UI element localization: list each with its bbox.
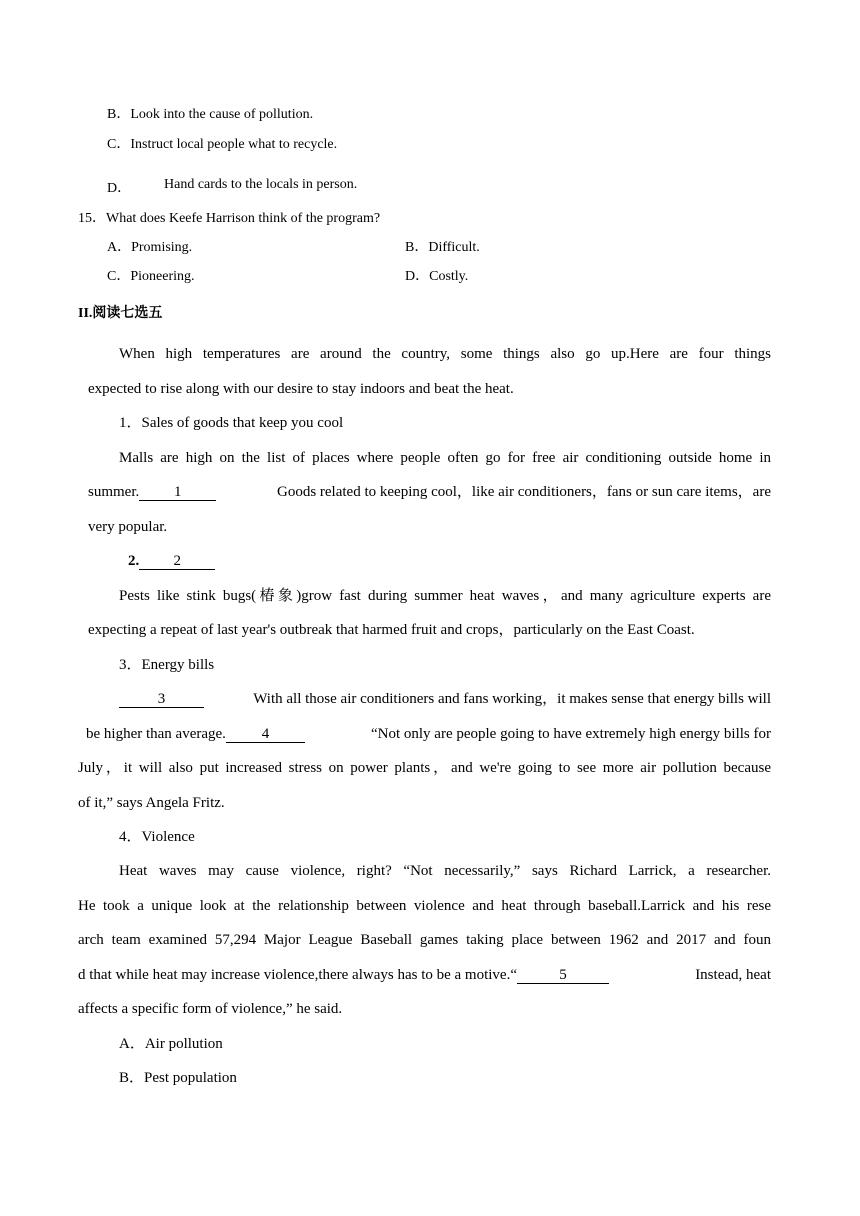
p1-line-1: Malls are high on the list of places where people often go for free air conditioning outside home in <box>119 450 771 466</box>
section-title: II.阅读七选五 <box>78 306 163 321</box>
p3-line-3: July，it will also put increased stress on power plants，and we're going to see more air pollution because <box>78 760 771 776</box>
heading-3: 3．Energy bills <box>119 657 215 673</box>
p3-line-2 <box>86 724 771 744</box>
blank-4[interactable]: 4 <box>226 726 305 743</box>
p4-line-2: He took a unique look at the relationship between violence and heat through baseball.Larrick and his rese <box>78 898 771 914</box>
p1-line-3: very popular. <box>88 519 168 535</box>
answer-option-b: B．Pest population <box>119 1070 237 1086</box>
q14-option-c: C．Instruct local people what to recycle. <box>107 137 338 152</box>
p2-line-1: Pests like stink bugs(椿象)grow fast during summer heat waves，and many agriculture experts are <box>119 588 771 604</box>
heading-2-number: 2. <box>128 553 140 569</box>
blank-5[interactable]: 5 <box>517 967 609 984</box>
p1-line-2 <box>88 482 771 502</box>
p4-line-4-start: d that while heat may increase violence,there always has to be a motive.“ <box>78 967 517 983</box>
p3-line-1-text: With all those air conditioners and fans working，it makes sense that energy bills will <box>253 691 771 707</box>
heading-4: 4．Violence <box>119 829 195 845</box>
p4-line-4-end: Instead, heat <box>695 967 771 983</box>
answer-option-a: A．Air pollution <box>119 1036 223 1052</box>
p3-line-2-end: “Not only are people going to have extremely high energy bills for <box>370 726 771 742</box>
p4-line-4 <box>78 965 771 985</box>
p4-line-5: affects a specific form of violence,” he said. <box>78 1001 343 1017</box>
q15-option-d: D．Costly. <box>405 269 469 284</box>
blank-3[interactable]: 3 <box>119 691 204 708</box>
intro-line-2: expected to rise along with our desire to stay indoors and beat the heat. <box>88 381 514 397</box>
blank-2[interactable]: 2 <box>139 553 215 570</box>
p2-line-2: expecting a repeat of last year's outbreak that harmed fruit and crops，particularly on the East Coast. <box>88 622 695 638</box>
q14-option-d-letter: D． <box>107 181 132 196</box>
p1-line-2-start: summer. <box>88 484 140 500</box>
q15-option-b: B．Difficult. <box>405 240 480 255</box>
q15-option-c: C．Pioneering. <box>107 269 195 284</box>
intro-line-1: When high temperatures are around the country, some things also go up.Here are four things <box>119 346 771 362</box>
p1-line-2-end: Goods related to keeping cool，like air conditioners，fans or sun care items，are <box>276 484 771 500</box>
p4-line-3: arch team examined 57,294 Major League Baseball games taking place between 1962 and 2017 and foun <box>78 932 771 948</box>
heading-1: 1．Sales of goods that keep you cool <box>119 415 344 431</box>
p3-line-4: of it,” says Angela Fritz. <box>78 795 225 811</box>
q15-question: 15．What does Keefe Harrison think of the program? <box>78 211 381 226</box>
blank-1[interactable]: 1 <box>139 484 216 501</box>
q15-option-a: A．Promising. <box>107 240 193 255</box>
passage <box>78 0 771 1216</box>
q14-option-b: B．Look into the cause of pollution. <box>107 107 314 122</box>
p3-line-1 <box>119 689 771 709</box>
p3-line-2-start: be higher than average. <box>86 726 226 742</box>
heading-2 <box>128 551 215 571</box>
p4-line-1: Heat waves may cause violence, right? “Not necessarily,” says Richard Larrick, a researcher. <box>119 863 771 879</box>
q14-option-d-text: Hand cards to the locals in person. <box>164 177 358 192</box>
